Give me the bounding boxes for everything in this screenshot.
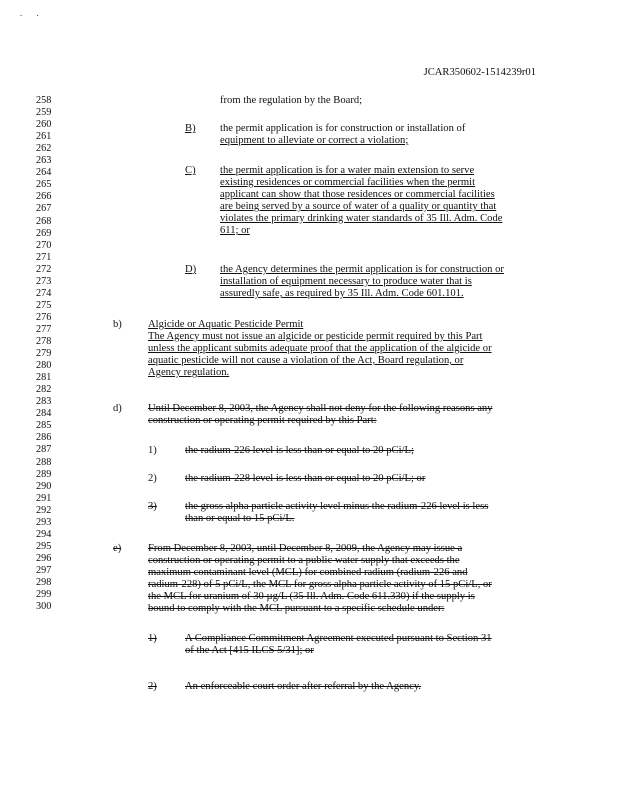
text-line: The Agency must not issue an algicide or pesticide permit required by this Part xyxy=(148,331,483,342)
text-line: than or equal to 15 pCi/L. xyxy=(185,513,295,524)
text-line: 611; or xyxy=(220,225,250,236)
item-label: C) xyxy=(185,165,196,176)
line-number: 292 xyxy=(36,504,52,516)
text-line: the permit application is for construction or installation of xyxy=(220,123,466,134)
section-heading: Algicide or Aquatic Pesticide Permit xyxy=(148,319,304,330)
document-id-header: JCAR350602-1514239r01 xyxy=(423,67,536,78)
item-label: D) xyxy=(185,264,197,275)
item-label: 2) xyxy=(148,681,157,692)
line-number: 267 xyxy=(36,203,52,215)
text-line: unless the applicant submits adequate proof that the application of the algicide or xyxy=(148,343,492,354)
line-number: 273 xyxy=(36,275,52,287)
line-number: 259 xyxy=(36,107,52,119)
line-number: 299 xyxy=(36,589,52,601)
line-number: 285 xyxy=(36,420,52,432)
text-line: A Compliance Commitment Agreement executed pursuant to Section 31 xyxy=(185,633,492,644)
text-line: Agency regulation. xyxy=(148,367,230,378)
line-number: 274 xyxy=(36,287,52,299)
line-number: 263 xyxy=(36,155,52,167)
line-number: 290 xyxy=(36,480,52,492)
item-label: 3) xyxy=(148,501,157,512)
line-number: 260 xyxy=(36,119,52,131)
corner-marks: . . xyxy=(20,8,45,18)
line-number: 264 xyxy=(36,167,52,179)
line-number: 296 xyxy=(36,552,52,564)
line-number: 291 xyxy=(36,492,52,504)
line-number: 294 xyxy=(36,528,52,540)
text-line: the permit application is for a water main extension to serve xyxy=(220,165,475,176)
line-number: 275 xyxy=(36,299,52,311)
line-number: 279 xyxy=(36,348,52,360)
text-line: bound to comply with the MCL pursuant to a specific schedule under: xyxy=(148,603,445,614)
line-number: 269 xyxy=(36,227,52,239)
item-label: B) xyxy=(185,123,196,134)
line-number: 261 xyxy=(36,131,52,143)
text-line: Until December 8, 2003, the Agency shall not deny for the following reasons any xyxy=(148,403,493,414)
line-number: 276 xyxy=(36,311,52,323)
line-number: 271 xyxy=(36,251,52,263)
text-line: the gross alpha particle activity level minus the radium-226 level is less xyxy=(185,501,489,512)
text-line: violates the primary drinking water standards of 35 Ill. Adm. Code xyxy=(220,213,503,224)
text-line: From December 8, 2003, until December 8, 2009, the Agency may issue a xyxy=(148,543,463,554)
text-line: the radium-228 level is less than or equal to 20 pCi/L; or xyxy=(185,473,426,484)
line-number: 298 xyxy=(36,577,52,588)
line-number: 282 xyxy=(36,384,52,396)
text-line: from the regulation by the Board; xyxy=(220,95,363,106)
line-number: 284 xyxy=(36,408,52,420)
line-number: 283 xyxy=(36,396,52,408)
item-label: e) xyxy=(113,543,122,554)
text-line: maximum contaminant level (MCL) for combined radium (radium-226 and xyxy=(148,567,468,578)
item-label: b) xyxy=(113,319,122,330)
item-label: 1) xyxy=(148,445,157,456)
item-label: 1) xyxy=(148,633,157,644)
line-number: 297 xyxy=(36,564,52,576)
text-line: the MCL for uranium of 30 µg/L (35 Ill. Adm. Code 611.330) if the supply is xyxy=(148,591,475,602)
line-number: 265 xyxy=(36,179,52,191)
line-number: 262 xyxy=(36,143,52,155)
text-line: installation of equipment necessary to produce water that is xyxy=(220,276,472,287)
text-line: aquatic pesticide will not cause a violation of the Act, Board regulation, or xyxy=(148,355,464,366)
text-line: radium-228) of 5 pCi/L, the MCL for gross alpha particle activity of 15 pCi/L, or xyxy=(148,579,492,590)
line-number: 268 xyxy=(36,215,52,227)
text-line: the radium-226 level is less than or equal to 20 pCi/L; xyxy=(185,445,414,456)
line-number: 286 xyxy=(36,432,52,444)
text-line: construction or operating permit to a public water supply that exceeds the xyxy=(148,555,460,566)
item-label: d) xyxy=(113,403,122,414)
text-line: construction or operating permit required by this Part: xyxy=(148,415,377,426)
line-number: 280 xyxy=(36,360,52,372)
line-number: 288 xyxy=(36,456,52,468)
line-number: 270 xyxy=(36,239,52,251)
text-line: applicant can show that those residences or commercial facilities xyxy=(220,189,495,200)
line-number: 258 xyxy=(36,95,52,106)
line-number: 266 xyxy=(36,191,52,203)
line-number: 272 xyxy=(36,263,52,275)
line-number: 289 xyxy=(36,468,52,480)
line-number: 287 xyxy=(36,444,52,456)
line-number: 300 xyxy=(36,601,52,613)
text-line: existing residences or commercial facilities when the permit xyxy=(220,177,476,188)
text-line: the Agency determines the permit application is for construction or xyxy=(220,264,504,275)
text-line: An enforceable court order after referral by the Agency. xyxy=(185,681,422,692)
text-line: equipment to alleviate or correct a violation; xyxy=(220,135,409,146)
line-number: 295 xyxy=(36,540,52,552)
text-line: assuredly safe, as required by 35 Ill. Adm. Code 601.101. xyxy=(220,288,464,299)
line-number: 278 xyxy=(36,336,52,347)
line-number: 277 xyxy=(36,323,52,335)
text-line: are being served by a source of water of a quality or quantity that xyxy=(220,201,497,212)
item-label: 2) xyxy=(148,473,157,484)
text-line: of the Act [415 ILCS 5/31]; or xyxy=(185,645,314,656)
line-number: 281 xyxy=(36,372,52,384)
line-number: 293 xyxy=(36,516,52,528)
